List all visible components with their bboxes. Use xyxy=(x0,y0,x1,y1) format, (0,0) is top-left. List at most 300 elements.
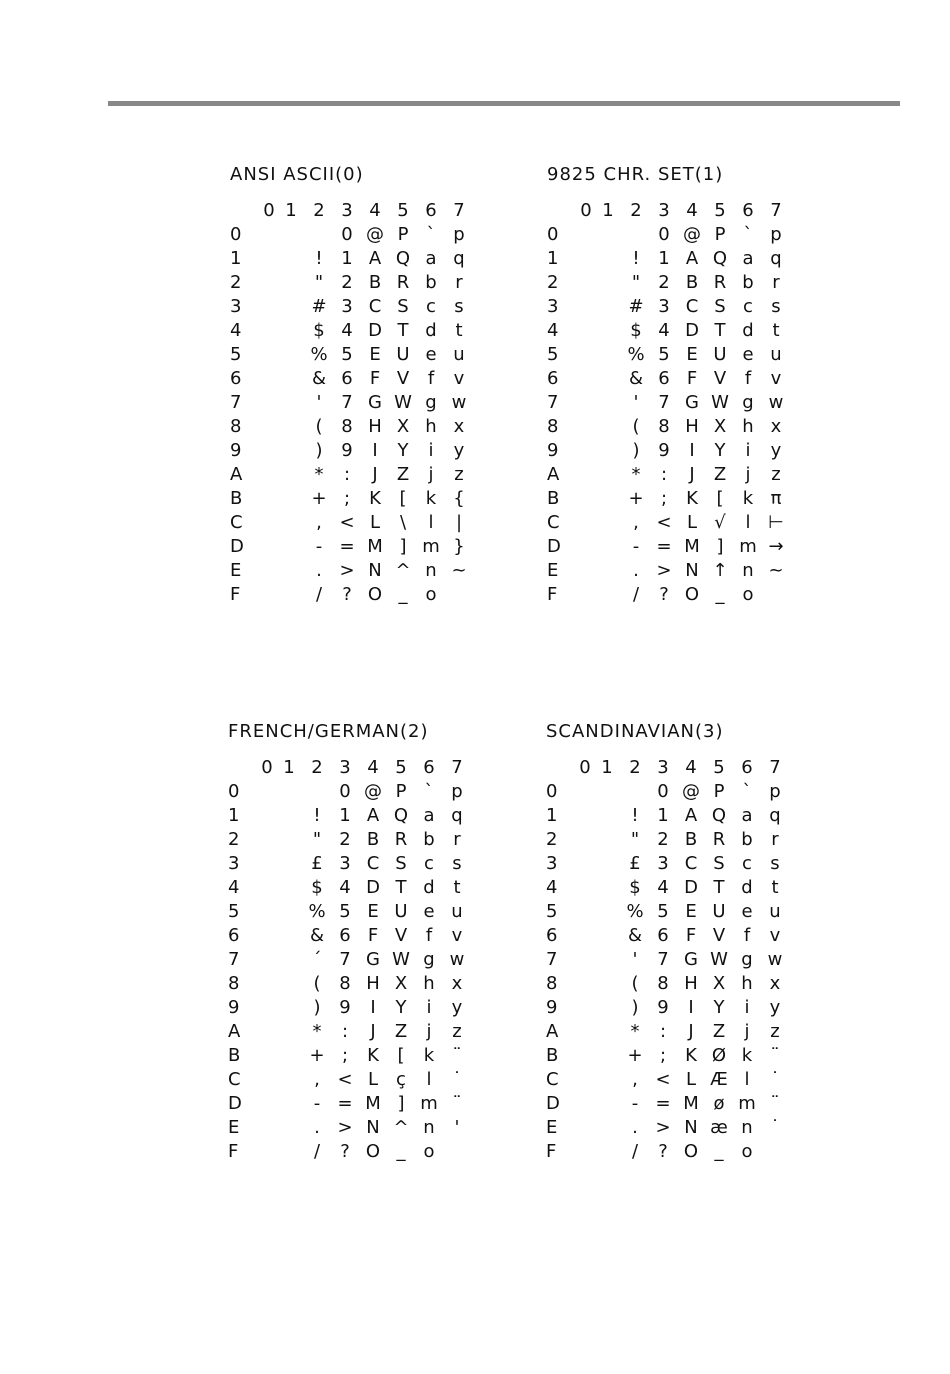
char-row xyxy=(547,415,807,439)
char-cell: X xyxy=(394,973,408,994)
charset-grid xyxy=(547,199,807,607)
char-cell: . xyxy=(314,1117,320,1138)
char-cell: : xyxy=(659,1021,667,1042)
char-cell: y xyxy=(769,997,781,1018)
char-cell: | xyxy=(455,512,463,533)
char-row xyxy=(228,1068,488,1092)
row-label: E xyxy=(547,560,559,581)
char-cell: 4 xyxy=(658,320,670,341)
char-cell: ˙ xyxy=(770,1069,780,1090)
char-row xyxy=(547,463,807,487)
char-cell: , xyxy=(314,1069,320,1090)
char-cell: % xyxy=(626,901,644,922)
char-cell: ( xyxy=(315,416,323,437)
char-cell: L xyxy=(369,512,381,533)
char-cell: = xyxy=(655,1093,671,1114)
row-label: F xyxy=(546,1141,557,1162)
char-cell: M xyxy=(684,536,700,557)
char-cell: / xyxy=(632,584,640,605)
char-cell: 1 xyxy=(657,805,669,826)
char-cell: i xyxy=(426,997,432,1018)
char-row xyxy=(228,828,488,852)
char-cell: e xyxy=(741,901,753,922)
char-cell: d xyxy=(741,877,753,898)
char-cell: T xyxy=(397,320,409,341)
char-cell: j xyxy=(745,464,751,485)
char-row xyxy=(546,1092,806,1116)
char-cell: ! xyxy=(631,805,639,826)
row-label: 7 xyxy=(547,392,559,413)
char-cell: r xyxy=(771,829,779,850)
char-cell: 5 xyxy=(658,344,670,365)
char-cell: 1 xyxy=(658,248,670,269)
char-cell: ) xyxy=(313,997,321,1018)
char-cell: h xyxy=(741,973,753,994)
char-cell: C xyxy=(368,296,382,317)
char-row xyxy=(230,463,490,487)
char-row xyxy=(546,1044,806,1068)
column-header: 7 xyxy=(770,200,782,221)
char-cell: g xyxy=(423,949,435,970)
char-cell: . xyxy=(632,1117,638,1138)
char-cell: s xyxy=(770,853,780,874)
char-row xyxy=(546,900,806,924)
charset-title: 9825 CHR. SET(1) xyxy=(547,164,724,185)
char-cell: ` xyxy=(742,781,752,802)
char-cell: [ xyxy=(397,1045,405,1066)
char-cell: k xyxy=(425,488,437,509)
row-label: 2 xyxy=(547,272,559,293)
char-cell: 3 xyxy=(658,296,670,317)
char-cell: 6 xyxy=(341,368,353,389)
column-header: 2 xyxy=(629,757,641,778)
row-label: E xyxy=(546,1117,558,1138)
char-cell: o xyxy=(423,1141,435,1162)
char-cell: ; xyxy=(341,1045,349,1066)
char-cell: ˙ xyxy=(770,1117,780,1138)
row-label: 0 xyxy=(230,224,242,245)
char-cell: 6 xyxy=(339,925,351,946)
char-cell: * xyxy=(314,464,324,485)
char-cell: < xyxy=(337,1069,353,1090)
char-cell: a xyxy=(741,805,753,826)
column-header-row xyxy=(228,756,488,780)
char-cell: u xyxy=(770,344,782,365)
char-cell: h xyxy=(742,416,754,437)
char-cell: ¨ xyxy=(452,1093,462,1114)
row-label: 4 xyxy=(228,877,240,898)
column-header: 0 xyxy=(263,200,275,221)
char-cell: B xyxy=(684,829,698,850)
row-label: E xyxy=(230,560,242,581)
char-cell: G xyxy=(366,949,380,970)
char-cell: 3 xyxy=(657,853,669,874)
row-label: 8 xyxy=(546,973,558,994)
char-cell: ( xyxy=(632,416,640,437)
column-header: 5 xyxy=(713,757,725,778)
char-cell: [ xyxy=(716,488,724,509)
char-cell: X xyxy=(396,416,410,437)
char-cell: y xyxy=(770,440,782,461)
char-cell: $ xyxy=(629,877,641,898)
char-cell: j xyxy=(744,1021,750,1042)
char-cell: 5 xyxy=(339,901,351,922)
column-header: 5 xyxy=(397,200,409,221)
char-cell: B xyxy=(368,272,382,293)
char-row xyxy=(230,247,490,271)
char-cell: N xyxy=(368,560,382,581)
char-cell: K xyxy=(686,488,698,509)
char-cell: / xyxy=(313,1141,321,1162)
char-cell: E xyxy=(369,344,381,365)
char-cell: 9 xyxy=(657,997,669,1018)
row-label: C xyxy=(230,512,243,533)
char-cell: ( xyxy=(313,973,321,994)
row-label: 9 xyxy=(546,997,558,1018)
row-label: 9 xyxy=(230,440,242,461)
char-cell: T xyxy=(714,320,726,341)
char-cell: D xyxy=(684,877,698,898)
char-cell: z xyxy=(770,1021,780,1042)
char-cell: d xyxy=(742,320,754,341)
char-cell: 9 xyxy=(341,440,353,461)
char-row xyxy=(547,247,807,271)
column-header: 7 xyxy=(451,757,463,778)
char-cell: X xyxy=(713,416,727,437)
row-label: 2 xyxy=(546,829,558,850)
char-cell: Z xyxy=(712,1021,726,1042)
char-cell: ` xyxy=(426,224,436,245)
row-label: F xyxy=(547,584,558,605)
row-label: 6 xyxy=(546,925,558,946)
char-row xyxy=(228,948,488,972)
char-cell: R xyxy=(712,829,726,850)
char-cell: → xyxy=(768,536,784,557)
column-header: 3 xyxy=(657,757,669,778)
char-cell: & xyxy=(627,925,643,946)
column-header: 4 xyxy=(367,757,379,778)
char-row xyxy=(230,439,490,463)
row-label: A xyxy=(546,1021,559,1042)
column-header: 1 xyxy=(285,200,297,221)
char-row xyxy=(546,1020,806,1044)
column-header: 1 xyxy=(601,757,613,778)
char-cell: s xyxy=(454,296,464,317)
char-cell: k xyxy=(423,1045,435,1066)
row-label: 8 xyxy=(228,973,240,994)
char-cell: Q xyxy=(395,248,411,269)
char-cell: t xyxy=(453,877,461,898)
char-cell: + xyxy=(311,488,327,509)
row-label: 3 xyxy=(230,296,242,317)
column-header: 7 xyxy=(769,757,781,778)
char-row xyxy=(228,900,488,924)
char-cell: U xyxy=(713,344,727,365)
char-cell: M xyxy=(367,536,383,557)
char-row xyxy=(546,972,806,996)
char-cell: l xyxy=(745,512,751,533)
row-label: 7 xyxy=(228,949,240,970)
char-cell: % xyxy=(310,344,328,365)
char-cell: U xyxy=(712,901,726,922)
char-cell: Q xyxy=(393,805,409,826)
char-cell: O xyxy=(365,1141,381,1162)
char-row xyxy=(228,804,488,828)
char-cell: x xyxy=(453,416,465,437)
row-label: 7 xyxy=(230,392,242,413)
char-cell: k xyxy=(742,488,754,509)
char-row xyxy=(546,1068,806,1092)
row-label: 4 xyxy=(546,877,558,898)
char-cell: ! xyxy=(313,805,321,826)
charset-title: FRENCH/GERMAN(2) xyxy=(228,721,429,742)
char-cell: q xyxy=(769,805,781,826)
column-header: 2 xyxy=(313,200,325,221)
char-cell: / xyxy=(315,584,323,605)
char-cell: [ xyxy=(399,488,407,509)
char-cell: H xyxy=(368,416,382,437)
char-cell: a xyxy=(742,248,754,269)
row-label: 5 xyxy=(547,344,559,365)
char-cell: # xyxy=(628,296,644,317)
char-cell: V xyxy=(396,368,410,389)
char-cell: 2 xyxy=(341,272,353,293)
char-cell: ? xyxy=(658,1141,668,1162)
char-cell: π xyxy=(770,488,782,509)
char-row xyxy=(230,295,490,319)
char-row xyxy=(547,319,807,343)
char-cell: 5 xyxy=(657,901,669,922)
char-cell: g xyxy=(742,392,754,413)
char-cell: H xyxy=(684,973,698,994)
char-row xyxy=(228,876,488,900)
char-cell: ⊢ xyxy=(768,512,784,533)
char-cell: G xyxy=(368,392,382,413)
char-row xyxy=(547,583,807,607)
row-label: 1 xyxy=(228,805,240,826)
char-cell: O xyxy=(367,584,383,605)
char-cell: 0 xyxy=(658,224,670,245)
char-row xyxy=(228,780,488,804)
row-label: 0 xyxy=(228,781,240,802)
char-cell: ´ xyxy=(312,949,322,970)
char-cell: A xyxy=(685,248,699,269)
char-row xyxy=(547,559,807,583)
char-cell: 1 xyxy=(341,248,353,269)
char-cell: : xyxy=(660,464,668,485)
char-cell: L xyxy=(686,512,698,533)
char-cell: ç xyxy=(396,1069,406,1090)
char-cell: & xyxy=(311,368,327,389)
char-row xyxy=(547,439,807,463)
char-cell: I xyxy=(370,997,376,1018)
column-header: 1 xyxy=(602,200,614,221)
column-header: 7 xyxy=(453,200,465,221)
char-cell: 8 xyxy=(341,416,353,437)
char-cell: X xyxy=(712,973,726,994)
char-cell: ¨ xyxy=(770,1045,780,1066)
char-cell: M xyxy=(683,1093,699,1114)
char-cell: m xyxy=(422,536,440,557)
char-cell: ' xyxy=(632,949,638,970)
row-label: 5 xyxy=(546,901,558,922)
char-cell: z xyxy=(771,464,781,485)
char-cell: x xyxy=(451,973,463,994)
char-cell: e xyxy=(742,344,754,365)
row-label: A xyxy=(228,1021,241,1042)
char-cell: F xyxy=(686,368,698,389)
char-cell: j xyxy=(426,1021,432,1042)
char-cell: _ xyxy=(715,584,725,605)
char-cell: v xyxy=(770,368,782,389)
charset-table-scandinavian xyxy=(546,720,806,1164)
char-cell: > xyxy=(339,560,355,581)
char-row xyxy=(228,1140,488,1164)
row-label: 2 xyxy=(230,272,242,293)
char-cell: ˙ xyxy=(452,1069,462,1090)
char-row xyxy=(230,391,490,415)
char-cell: $ xyxy=(313,320,325,341)
char-row xyxy=(547,367,807,391)
char-cell: L xyxy=(685,1069,697,1090)
char-row xyxy=(230,511,490,535)
char-row xyxy=(546,876,806,900)
char-row xyxy=(546,1140,806,1164)
char-cell: ( xyxy=(631,973,639,994)
char-cell: e xyxy=(425,344,437,365)
char-cell: G xyxy=(684,949,698,970)
char-cell: > xyxy=(337,1117,353,1138)
char-cell: _ xyxy=(398,584,408,605)
char-cell: ! xyxy=(632,248,640,269)
char-cell: ' xyxy=(454,1117,460,1138)
char-cell: , xyxy=(632,1069,638,1090)
char-cell: w xyxy=(767,949,783,970)
char-cell: 2 xyxy=(658,272,670,293)
char-cell: 4 xyxy=(341,320,353,341)
char-cell: P xyxy=(397,224,409,245)
column-header: 6 xyxy=(741,757,753,778)
char-cell: 8 xyxy=(658,416,670,437)
row-label: 3 xyxy=(546,853,558,874)
char-cell: P xyxy=(714,224,726,245)
char-cell: Æ xyxy=(710,1069,728,1090)
char-cell: ` xyxy=(743,224,753,245)
char-row xyxy=(547,535,807,559)
char-cell: z xyxy=(452,1021,462,1042)
char-cell: A xyxy=(366,805,380,826)
char-cell: c xyxy=(424,853,434,874)
char-cell: D xyxy=(685,320,699,341)
char-cell: @ xyxy=(682,781,700,802)
char-cell: ø xyxy=(713,1093,725,1114)
char-cell: n xyxy=(741,1117,753,1138)
char-cell: ; xyxy=(660,488,668,509)
char-cell: , xyxy=(316,512,322,533)
char-cell: ~ xyxy=(768,560,784,581)
char-cell: u xyxy=(769,901,781,922)
char-cell: N xyxy=(684,1117,698,1138)
char-cell: F xyxy=(367,925,379,946)
char-cell: 3 xyxy=(341,296,353,317)
char-cell: 7 xyxy=(657,949,669,970)
char-cell: W xyxy=(394,392,412,413)
char-cell: g xyxy=(425,392,437,413)
row-label: A xyxy=(230,464,243,485)
row-label: 3 xyxy=(547,296,559,317)
char-cell: K xyxy=(685,1045,697,1066)
char-cell: _ xyxy=(714,1141,724,1162)
row-label: C xyxy=(547,512,560,533)
top-rule xyxy=(108,101,900,106)
char-cell: u xyxy=(451,901,463,922)
char-cell: " xyxy=(631,272,641,293)
char-row xyxy=(546,852,806,876)
column-header: 4 xyxy=(685,757,697,778)
char-cell: M xyxy=(365,1093,381,1114)
char-row xyxy=(546,804,806,828)
char-cell: q xyxy=(451,805,463,826)
row-label: D xyxy=(228,1093,242,1114)
char-cell: w xyxy=(451,392,467,413)
char-cell: h xyxy=(425,416,437,437)
char-cell: r xyxy=(455,272,463,293)
row-label: 1 xyxy=(230,248,242,269)
char-cell: H xyxy=(366,973,380,994)
char-cell: , xyxy=(633,512,639,533)
char-row xyxy=(230,415,490,439)
char-cell: a xyxy=(423,805,435,826)
char-row xyxy=(547,343,807,367)
row-label: F xyxy=(228,1141,239,1162)
char-cell: T xyxy=(713,877,725,898)
char-cell: A xyxy=(368,248,382,269)
row-label: A xyxy=(547,464,560,485)
column-header: 0 xyxy=(579,757,591,778)
row-label: B xyxy=(546,1045,559,1066)
char-cell: @ xyxy=(364,781,382,802)
char-cell: E xyxy=(686,344,698,365)
char-cell: 2 xyxy=(657,829,669,850)
char-cell: $ xyxy=(311,877,323,898)
char-cell: b xyxy=(742,272,754,293)
column-header: 3 xyxy=(341,200,353,221)
char-cell: √ xyxy=(714,512,726,533)
column-header-row xyxy=(547,199,807,223)
column-header: 2 xyxy=(311,757,323,778)
char-row xyxy=(230,343,490,367)
char-cell: t xyxy=(772,320,780,341)
row-label: 0 xyxy=(546,781,558,802)
char-cell: x xyxy=(770,416,782,437)
char-cell: S xyxy=(713,853,725,874)
char-row xyxy=(230,271,490,295)
char-cell: T xyxy=(395,877,407,898)
char-row xyxy=(228,1044,488,1068)
char-cell: l xyxy=(428,512,434,533)
char-cell: m xyxy=(739,536,757,557)
char-row xyxy=(547,511,807,535)
char-cell: ; xyxy=(343,488,351,509)
row-label: 9 xyxy=(547,440,559,461)
char-row xyxy=(230,559,490,583)
charset-grid xyxy=(228,756,488,1164)
char-cell: g xyxy=(741,949,753,970)
column-header: 1 xyxy=(283,757,295,778)
column-header-row xyxy=(546,756,806,780)
char-cell: q xyxy=(770,248,782,269)
char-cell: ` xyxy=(424,781,434,802)
